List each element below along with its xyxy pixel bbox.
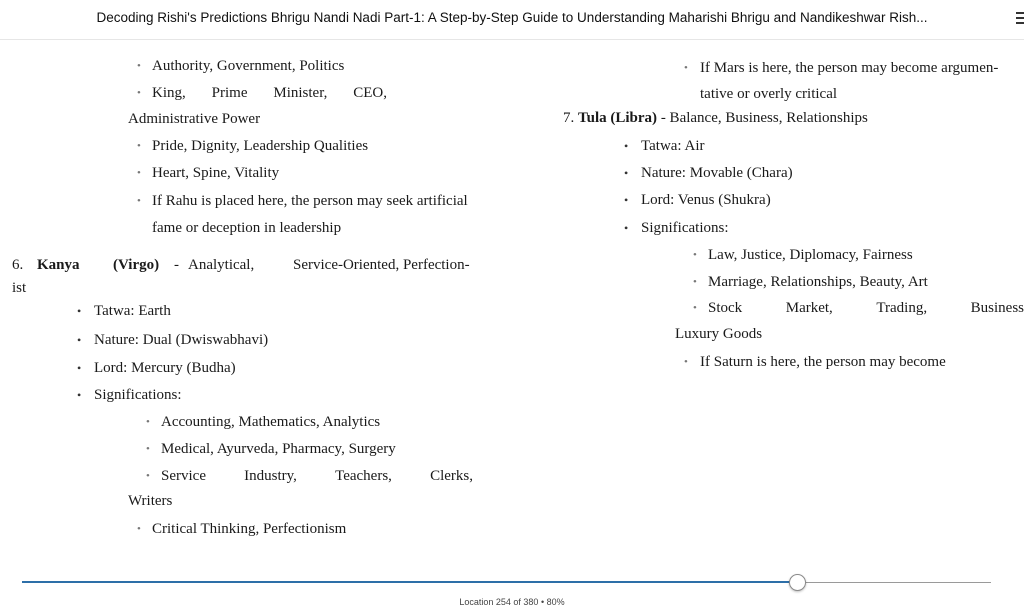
progress-fill [22,581,797,583]
separator: • [540,597,545,607]
list-item [152,84,387,102]
location-indicator [0,597,1024,607]
word: Clerks, [430,468,473,484]
bullet-icon: • [624,193,629,207]
list-item: Significations: [641,220,729,236]
bullet-icon: • [77,333,82,347]
list-item-continuation: Writers [128,493,173,509]
bullet-icon: • [77,361,82,375]
word: Industry, [244,468,297,484]
bullet-icon: • [624,221,629,235]
bullet-icon: • [624,139,629,153]
bullet-icon: • [693,276,697,288]
word: Teachers, [335,468,392,484]
list-item-continuation: Luxury Goods [675,326,763,342]
book-title: Decoding Rishi's Predictions Bhrigu Nandi Nadi Part-1: A Step-by-Step Guide to Understanding Maharishi Bhrigu and Nandikeshwar Rish... [96,10,928,25]
tula-heading [563,109,868,127]
list-item: Nature: Dual (Dwiswabhavi) [94,332,269,348]
list-item: Heart, Spine, Vitality [152,165,280,181]
top-bar [0,0,1024,40]
list-item: Medical, Ayurveda, Pharmacy, Surgery [161,441,396,457]
heading-name: Tula (Libra) [578,110,658,126]
list-item: Pride, Dignity, Leadership Qualities [152,138,369,154]
list-item: Significations: [94,387,182,403]
menu-icon[interactable] [1016,12,1024,26]
list-item: If Mars is here, the person may become argumen- [700,60,999,76]
list-item: Law, Justice, Diplomacy, Fairness [708,247,913,263]
bullet-icon: • [77,388,82,402]
location-text: Location 254 of 380 [459,597,539,607]
heading-word: Service-Oriented, Perfection- [293,257,470,273]
bullet-icon: • [684,62,688,74]
word: Trading, [876,300,928,316]
bullet-icon: • [137,167,141,179]
word: King, [152,85,186,101]
list-item: Marriage, Relationships, Beauty, Art [708,274,928,290]
word: Prime [211,85,248,101]
word: Stock [708,300,743,316]
list-item: If Rahu is placed here, the person may seek artificial [152,193,468,209]
heading-number: 6. [12,257,24,273]
heading-continuation: ist [12,280,27,296]
list-item [708,299,1024,317]
bullet-icon: • [137,140,141,152]
heading-word: Analytical, [188,257,255,273]
heading-number: 7. [563,110,575,126]
bullet-icon: • [137,195,141,207]
list-item-continuation: fame or deception in leadership [152,220,342,236]
bullet-icon: • [693,249,697,261]
list-item: Tatwa: Earth [94,303,171,319]
bullet-icon: • [693,302,697,314]
bullet-icon: • [137,87,141,99]
heading-dash: - [174,257,179,273]
word: Market, [785,300,833,316]
word: Service [161,468,206,484]
heading-name: Kanya [37,257,80,273]
list-item: Critical Thinking, Perfectionism [152,521,347,537]
list-item: Authority, Government, Politics [152,58,345,74]
list-item: Nature: Movable (Chara) [641,165,793,181]
list-item: Lord: Mercury (Budha) [94,360,236,376]
list-item: Tatwa: Air [641,138,705,154]
bullet-icon: • [146,470,150,482]
heading-english: (Virgo) [113,257,160,273]
bullet-icon: • [146,416,150,428]
heading-rest: - Balance, Business, Relationships [657,110,868,126]
list-item: If Saturn is here, the person may become [700,354,946,370]
bullet-icon: • [137,523,141,535]
word: Minister, [273,85,328,101]
list-item: Lord: Venus (Shukra) [641,192,771,208]
percent-text: 80% [546,597,565,607]
bullet-icon: • [77,304,82,318]
list-item-continuation: tative or overly critical [700,86,838,102]
bullet-icon: • [137,60,141,72]
list-item [161,467,473,485]
word: Business [970,300,1024,316]
bullet-icon: • [684,356,688,368]
word: CEO, [353,85,387,101]
list-item: Accounting, Mathematics, Analytics [161,414,381,430]
bullet-icon: • [624,166,629,180]
progress-handle[interactable] [789,574,806,591]
bullet-icon: • [146,443,150,455]
list-item-continuation: Administrative Power [128,111,261,127]
